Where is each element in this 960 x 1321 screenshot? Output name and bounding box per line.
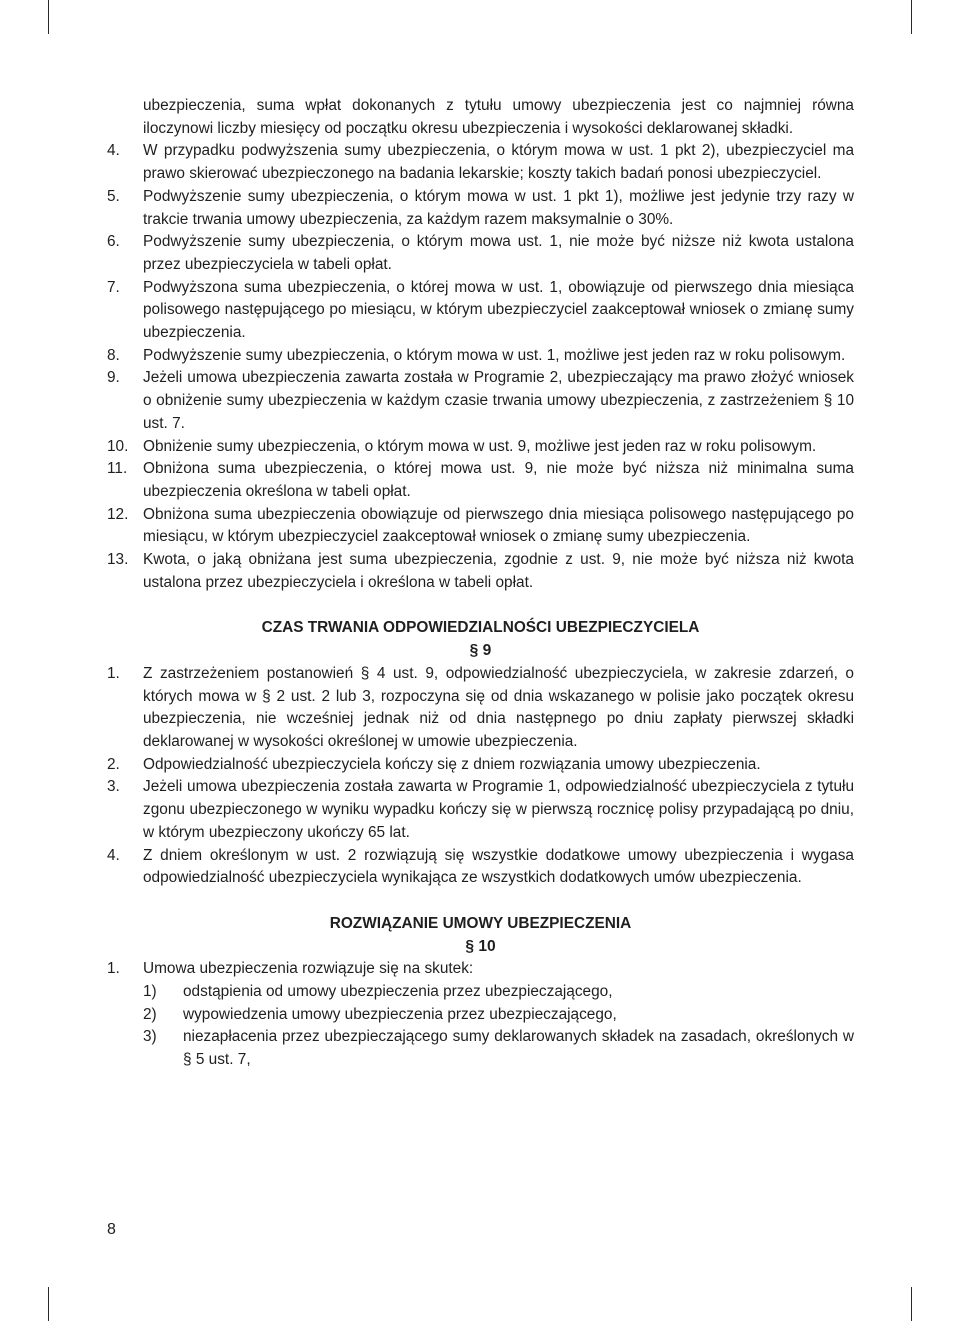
list-item — [107, 231, 854, 276]
crop-mark-bottom-right — [911, 1287, 912, 1321]
item-text: Obniżona suma ubezpieczenia obowiązuje od pierwszego dnia miesiąca polisowego następującego po miesiącu, w którym ubezpieczyciel zaakceptował wniosek o zmianę sumy ubezpieczenia. — [143, 505, 854, 546]
page-content — [107, 95, 854, 1072]
section-10-list — [107, 958, 854, 1072]
list-item — [107, 776, 854, 844]
list-item — [107, 277, 854, 345]
list-item — [107, 140, 854, 185]
item-text: Z zastrzeżeniem postanowień § 4 ust. 9, odpowiedzialność ubezpieczyciela, w zakresie zdarzeń, o których mowa w § 2 ust. 2 lub 3, rozpoczyna się od dnia wskazanego w polisie jako początek okresu ubezpieczenia, nie wcześniej jednak niż od dnia następnego po dniu zapłaty pierwszej składki deklarowanej w wysokości określonej w umowie ubezpieczenia. — [143, 664, 854, 750]
sub-item-number: 2) — [143, 1005, 157, 1023]
item-text: Obniżona suma ubezpieczenia, o której mowa ust. 9, nie może być niższa niż minimalna suma ubezpieczenia określona w tabeli opłat. — [143, 460, 854, 500]
list-item — [107, 458, 854, 503]
sub-item-text: niezapłacenia przez ubezpieczającego sumy deklarowanych składek na zasadach, określonych w § 5 ust. 7, — [183, 1028, 854, 1069]
sub-list — [143, 981, 854, 1072]
sub-list-item — [143, 1026, 854, 1071]
item-text: Podwyższenie sumy ubezpieczenia, o którym mowa w ust. 1, możliwe jest jeden raz w roku polisowym. — [143, 346, 846, 364]
item-text: Podwyższenie sumy ubezpieczenia, o którym mowa ust. 1, nie może być niższe niż kwota ustalona przez ubezpieczyciela w tabeli opłat. — [143, 233, 854, 273]
list-item — [107, 367, 854, 435]
item-text: W przypadku podwyższenia sumy ubezpieczenia, o którym mowa w ust. 1 pkt 2), ubezpieczyciel ma prawo skierować ubezpieczonego na badania lekarskie; koszty takich badań ponosi ubezpieczyciel. — [143, 142, 854, 183]
item-number: 13. — [107, 551, 129, 569]
sub-item-text: wypowiedzenia umowy ubezpieczenia przez ubezpieczającego, — [183, 1005, 617, 1023]
section-heading: ROZWIĄZANIE UMOWY UBEZPIECZENIA — [329, 914, 632, 932]
list-item — [107, 549, 854, 594]
sub-item-number: 3) — [143, 1028, 157, 1046]
list-item — [107, 663, 854, 754]
list-item — [107, 186, 854, 231]
list-item — [107, 958, 854, 1072]
item-text: Odpowiedzialność ubezpieczyciela kończy się z dniem rozwiązania umowy ubezpieczenia. — [143, 755, 761, 773]
item-number: 6. — [107, 233, 120, 251]
sub-list-item — [143, 981, 854, 1004]
item-text: Podwyższenie sumy ubezpieczenia, o którym mowa w ust. 1 pkt 1), możliwe jest jedynie trzy razy w trakcie trwania umowy ubezpieczenia, za każdym razem maksymalnie o 30%. — [143, 187, 854, 228]
item-number: 2. — [107, 755, 120, 773]
sub-item-number: 1) — [143, 983, 157, 1001]
paragraph-list-top — [107, 140, 854, 594]
item-number: 10. — [107, 437, 129, 455]
item-number: 12. — [107, 505, 129, 523]
continuation-paragraph: ubezpieczenia, suma wpłat dokonanych z tytułu umowy ubezpieczenia jest co najmniej równa iloczynowi liczby miesięcy od początku okresu ubezpieczenia i wysokości deklarowanej składki. — [143, 97, 854, 137]
item-text: Obniżenie sumy ubezpieczenia, o którym mowa w ust. 9, możliwe jest jeden raz w roku polisowym. — [143, 437, 817, 455]
section-number: § 9 — [469, 642, 492, 660]
item-number: 11. — [107, 460, 128, 478]
list-item — [107, 436, 854, 459]
item-text: Z dniem określonym w ust. 2 rozwiązują się wszystkie dodatkowe umowy ubezpieczenia i wygasa odpowiedzialność ubezpieczyciela wynikająca ze wszystkich dodatkowych umów ubezpieczenia. — [143, 846, 854, 887]
item-number: 1. — [107, 960, 120, 978]
sub-item-text: odstąpienia od umowy ubezpieczenia przez ubezpieczającego, — [183, 983, 613, 1001]
item-number: 9. — [107, 369, 120, 387]
section-9-list — [107, 663, 854, 890]
item-text: Podwyższona suma ubezpieczenia, o której mowa w ust. 1, obowiązuje od pierwszego dnia miesiąca polisowego następującego po miesiącu, w którym ubezpieczyciel zaakceptował wniosek o zmianę sumy ubezpieczenia. — [143, 278, 854, 342]
crop-mark-bottom-left — [48, 1287, 49, 1321]
section-heading: CZAS TRWANIA ODPOWIEDZIALNOŚCI UBEZPIECZYCIELA — [261, 619, 700, 637]
item-text: Jeżeli umowa ubezpieczenia zawarta została w Programie 2, ubezpieczający ma prawo złożyć wniosek o obniżenie sumy ubezpieczenia w każdym czasie trwania umowy ubezpieczenia, z zastrzeżeniem § 10 ust. 7. — [143, 369, 854, 432]
item-number: 3. — [107, 778, 120, 796]
crop-mark-top-left — [48, 0, 49, 34]
item-text: Umowa ubezpieczenia rozwiązuje się na skutek: — [143, 960, 474, 978]
item-text: Kwota, o jaką obniżana jest suma ubezpieczenia, zgodnie z ust. 9, nie może być niższa niż kwota ustalona przez ubezpieczyciela i określona w tabeli opłat. — [143, 551, 854, 591]
item-number: 7. — [107, 278, 120, 296]
list-item — [107, 504, 854, 549]
section-number: § 10 — [465, 937, 496, 955]
item-number: 4. — [107, 846, 120, 864]
item-number: 5. — [107, 187, 120, 205]
sub-list-item — [143, 1004, 854, 1027]
item-number: 4. — [107, 142, 120, 160]
item-text: Jeżeli umowa ubezpieczenia została zawarta w Programie 1, odpowiedzialność ubezpieczyciela z tytułu zgonu ubezpieczonego w wyniku wypadku kończy się w pierwszą rocznicę polisy przypadającą po dniu, w którym ubezpieczony ukończy 65 lat. — [143, 778, 854, 841]
item-number: 8. — [107, 346, 120, 364]
page-number: 8 — [107, 1221, 116, 1238]
crop-mark-top-right — [911, 0, 912, 34]
list-item — [107, 845, 854, 890]
item-number: 1. — [107, 664, 120, 682]
list-item — [107, 754, 854, 777]
list-item — [107, 345, 854, 368]
